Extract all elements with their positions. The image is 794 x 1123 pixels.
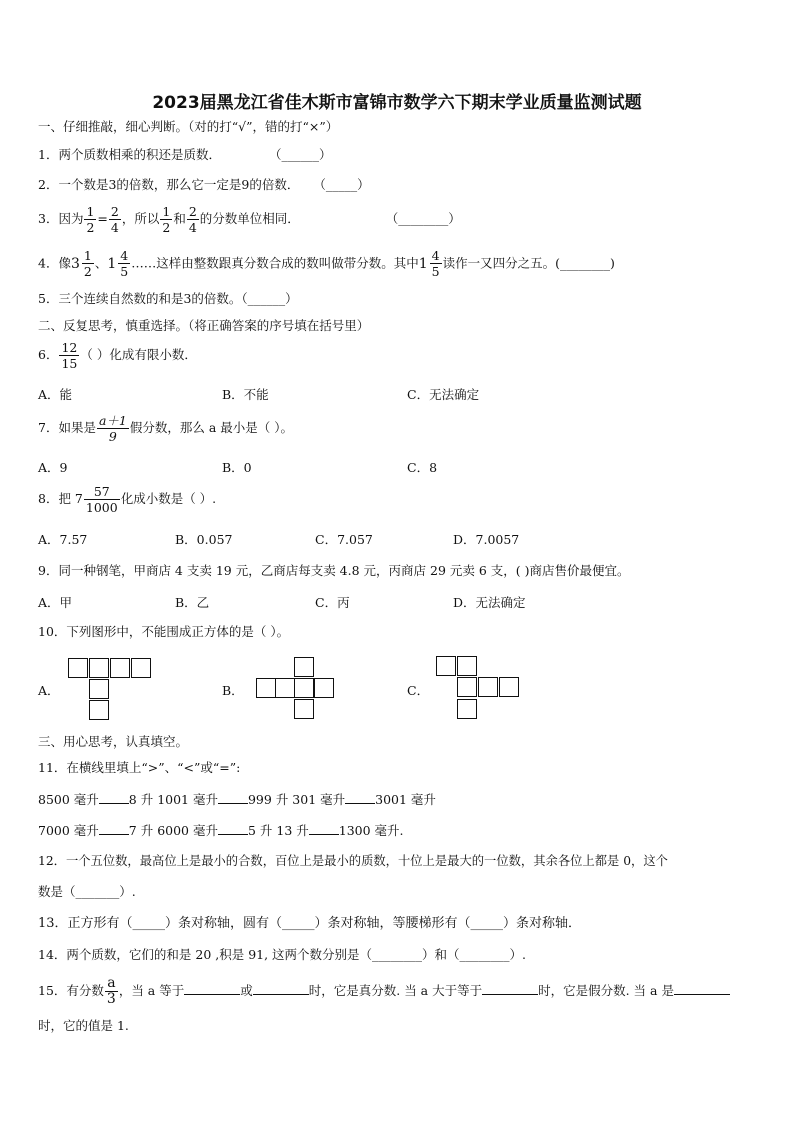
q8-option-a[interactable]: A．7.57 <box>38 532 88 547</box>
question-13: 13．正方形有（_____）条对称轴，圆有（_____）条对称轴，等腰梯形有（_____）条对称轴． <box>38 916 582 931</box>
question-4: 4．像 3 $\frac{1}{2}$ 、 1 $\frac{4}{5}$ ……这样由整数跟真分数合成的数叫做带分数。其中 1 $\frac{4}{5}$ 读作一又四分之五。(________) <box>38 248 615 279</box>
question-10: 10．下列图形中，不能围成正方体的是（ ）。 <box>38 624 290 639</box>
q9-option-a[interactable]: A．甲 <box>38 595 73 610</box>
q9-option-b[interactable]: B．乙 <box>175 595 210 610</box>
fraction: $\frac{2}{4}$ <box>110 204 119 235</box>
q9-option-d[interactable]: D．无法确定 <box>453 595 526 610</box>
q11-row-2: 7000 毫升 7 升 6000 毫升 5 升 13 升 1300 毫升. <box>38 823 404 838</box>
q10-option-b[interactable]: B． <box>222 683 244 698</box>
cube-net-a <box>68 658 152 723</box>
q8-option-b[interactable]: B．0.057 <box>175 532 233 547</box>
compare-blank[interactable] <box>218 822 248 835</box>
fraction: $\frac{1}{2}$ <box>86 204 95 235</box>
page-title: 2023届黑龙江省佳木斯市富锦市数学六下期末学业质量监测试题 <box>152 93 642 113</box>
q3-answer-paren[interactable]: （________） <box>385 211 461 226</box>
fraction: $\frac{1}{2}$ <box>162 204 171 235</box>
compare-blank[interactable] <box>218 791 248 804</box>
question-14: 14．两个质数，它们的和是 20 ,积是 91, 这两个数分别是（________）和（________）. <box>38 947 527 962</box>
q7-option-a[interactable]: A．9 <box>38 460 68 475</box>
q8-option-d[interactable]: D．7.0057 <box>453 532 520 547</box>
answer-blank[interactable] <box>184 982 240 995</box>
q6-option-a[interactable]: A．能 <box>38 387 73 402</box>
question-5: 5．三个连续自然数的和是3的倍数。（______） <box>38 291 298 306</box>
question-9: 9．同一种钢笔，甲商店 4 支卖 19 元，乙商店每支卖 4.8 元，丙商店 29 元卖 6 支，( )商店售价最便宜。 <box>38 563 630 578</box>
question-11: 11．在横线里填上“>”、“<”或“=”: <box>38 760 241 775</box>
question-2: 2．一个数是3的倍数，那么它一定是9的倍数． （_____） <box>38 177 370 192</box>
question-8: 8．把 7 $\frac{57}{1000}$ 化成小数是（ ）. <box>38 484 217 515</box>
compare-blank[interactable] <box>309 822 339 835</box>
q11-row-1: 8500 毫升 8 升 1001 毫升 999 升 301 毫升 3001 毫升 <box>38 792 436 807</box>
q1-answer-paren[interactable]: （______） <box>268 147 332 162</box>
question-7: 7．如果是 $\frac{a+1}{9}$ 假分数，那么 a 最小是（ ）。 <box>38 413 293 444</box>
compare-blank[interactable] <box>99 791 129 804</box>
q6-option-b[interactable]: B．不能 <box>222 387 269 402</box>
question-1: 1．两个质数相乘的积还是质数． （______） <box>38 147 332 162</box>
section-1-heading: 一、仔细推敲，细心判断。（对的打“√”，错的打“×”） <box>38 119 339 134</box>
question-12-line-1: 12．一个五位数，最高位上是最小的合数，百位上是最小的质数，十位上是最大的一位数，其余各位上都是 0，这个 <box>38 854 668 868</box>
compare-blank[interactable] <box>99 822 129 835</box>
question-15: 15．有分数 $\frac{a}{3}$ ，当 a 等于 或 时，它是真分数. 当 a 大于等于 时，它是假分数. 当 a 是 <box>38 976 730 1007</box>
section-2-heading: 二、反复思考，慎重选择。（将正确答案的序号填在括号里） <box>38 318 370 333</box>
mixed-number: 1 $\frac{4}{5}$ <box>107 248 129 279</box>
fraction: $\frac{57}{1000}$ <box>85 484 118 515</box>
answer-blank[interactable] <box>674 982 730 995</box>
question-6: 6． $\frac{12}{15}$ （ ）化成有限小数． <box>38 340 197 371</box>
fraction: $\frac{2}{4}$ <box>188 204 197 235</box>
question-15-line-2: 时，它的值是 1. <box>38 1018 129 1033</box>
q10-option-a[interactable]: A． <box>38 683 60 698</box>
q10-option-c[interactable]: C． <box>407 683 430 698</box>
question-3: 3．因为 $\frac{1}{2}$ = $\frac{2}{4}$ ，所以 $\frac{1}{2}$ 和 $\frac{2}{4}$ 的分数单位相同． （________） <box>38 204 461 235</box>
cube-net-c <box>436 656 520 723</box>
q8-option-c[interactable]: C．7.057 <box>315 532 373 547</box>
cube-net-b <box>256 657 340 722</box>
q4-answer-paren[interactable]: (________) <box>555 255 615 271</box>
q7-option-b[interactable]: B．0 <box>222 460 252 475</box>
q6-option-c[interactable]: C．无法确定 <box>407 387 480 402</box>
fraction: $\frac{a+1}{9}$ <box>98 413 127 444</box>
q7-option-c[interactable]: C．8 <box>407 460 438 475</box>
fraction: $\frac{a}{3}$ <box>106 975 116 1007</box>
q2-answer-paren[interactable]: （_____） <box>313 177 370 192</box>
answer-blank[interactable] <box>253 982 309 995</box>
section-3-heading: 三、用心思考，认真填空。 <box>38 734 189 749</box>
question-12-line-2: 数是（_______）. <box>38 884 136 899</box>
q9-option-c[interactable]: C．丙 <box>315 595 350 610</box>
mixed-number: 1 $\frac{4}{5}$ <box>418 248 440 279</box>
fraction: $\frac{12}{15}$ <box>61 340 78 371</box>
answer-blank[interactable] <box>482 982 538 995</box>
mixed-number: 3 $\frac{1}{2}$ <box>70 248 92 279</box>
compare-blank[interactable] <box>345 791 375 804</box>
